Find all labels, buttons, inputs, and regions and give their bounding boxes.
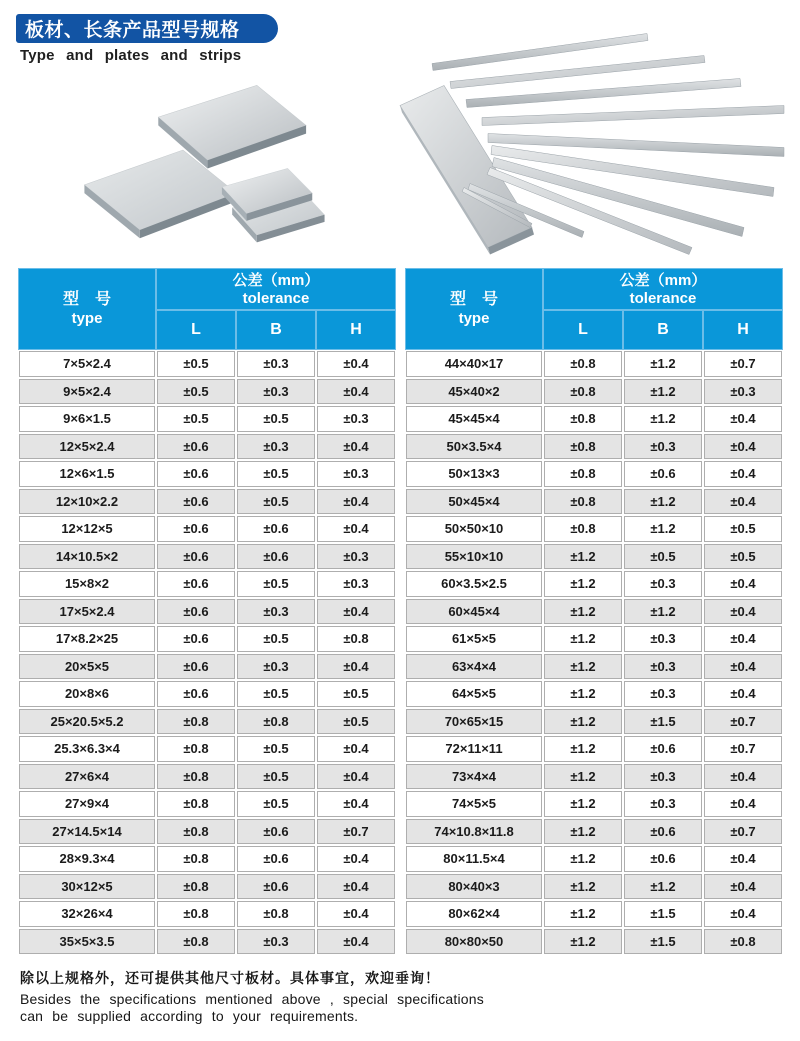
tolerance-L-cell: ±0.5 bbox=[157, 406, 235, 432]
tolerance-B-cell: ±0.6 bbox=[624, 461, 702, 487]
table-row bbox=[405, 378, 783, 406]
table-row bbox=[405, 708, 783, 736]
tolerance-H-cell: ±0.4 bbox=[704, 599, 782, 625]
tolerance-B-cell: ±0.5 bbox=[237, 406, 315, 432]
tolerance-H-cell: ±0.4 bbox=[704, 434, 782, 460]
tolerance-L-cell: ±0.6 bbox=[157, 599, 235, 625]
type-cell: 61×5×5 bbox=[406, 626, 542, 652]
type-cell: 44×40×17 bbox=[406, 351, 542, 377]
tolerance-H-cell: ±0.4 bbox=[317, 791, 395, 817]
tolerance-L-cell: ±1.2 bbox=[544, 681, 622, 707]
tolerance-L-cell: ±0.6 bbox=[157, 571, 235, 597]
table-row bbox=[18, 845, 396, 873]
tolerance-header-group bbox=[156, 268, 396, 350]
type-cell: 30×12×5 bbox=[19, 874, 155, 900]
table-row bbox=[405, 845, 783, 873]
col-header-H: H bbox=[317, 311, 395, 349]
page-title-en: Type and plates and strips bbox=[20, 47, 242, 64]
tolerance-L-cell: ±0.8 bbox=[157, 819, 235, 845]
tolerance-B-cell: ±0.5 bbox=[237, 791, 315, 817]
type-cell: 73×4×4 bbox=[406, 764, 542, 790]
tolerance-L-cell: ±1.2 bbox=[544, 819, 622, 845]
table-row bbox=[18, 433, 396, 461]
col-header-B: B bbox=[624, 311, 702, 349]
tolerance-L-cell: ±0.6 bbox=[157, 516, 235, 542]
table-row bbox=[18, 625, 396, 653]
tolerance-L-cell: ±0.6 bbox=[157, 681, 235, 707]
tolerance-L-cell: ±0.8 bbox=[157, 764, 235, 790]
tolerance-H-cell: ±0.3 bbox=[704, 379, 782, 405]
tolerance-B-cell: ±0.8 bbox=[237, 709, 315, 735]
tolerance-H-cell: ±0.4 bbox=[704, 791, 782, 817]
table-row bbox=[18, 543, 396, 571]
type-cell: 17×8.2×25 bbox=[19, 626, 155, 652]
tolerance-L-cell: ±0.6 bbox=[157, 489, 235, 515]
type-cell: 80×80×50 bbox=[406, 929, 542, 955]
tolerance-L-cell: ±0.8 bbox=[157, 709, 235, 735]
type-cell: 27×9×4 bbox=[19, 791, 155, 817]
type-cell: 7×5×2.4 bbox=[19, 351, 155, 377]
type-cell: 9×6×1.5 bbox=[19, 406, 155, 432]
table-row bbox=[405, 873, 783, 901]
type-cell: 20×8×6 bbox=[19, 681, 155, 707]
tolerance-H-cell: ±0.4 bbox=[704, 406, 782, 432]
table-row bbox=[405, 763, 783, 791]
table-body-left bbox=[18, 350, 396, 955]
table-row bbox=[405, 818, 783, 846]
table-row bbox=[18, 598, 396, 626]
tolerance-column-header bbox=[157, 269, 395, 309]
type-cell: 14×10.5×2 bbox=[19, 544, 155, 570]
tolerance-B-cell: ±0.3 bbox=[237, 654, 315, 680]
type-cell: 72×11×11 bbox=[406, 736, 542, 762]
type-cell: 25×20.5×5.2 bbox=[19, 709, 155, 735]
type-cell: 50×13×3 bbox=[406, 461, 542, 487]
table-row bbox=[18, 790, 396, 818]
type-cell: 32×26×4 bbox=[19, 901, 155, 927]
tolerance-H-cell: ±0.4 bbox=[704, 874, 782, 900]
tolerance-L-cell: ±1.2 bbox=[544, 901, 622, 927]
tolerance-B-cell: ±0.6 bbox=[237, 846, 315, 872]
lbh-header-row bbox=[543, 310, 783, 350]
tolerance-header-cn: 公差（mm） bbox=[232, 271, 320, 289]
spec-tables bbox=[18, 268, 783, 955]
tolerance-H-cell: ±0.4 bbox=[704, 846, 782, 872]
tolerance-L-cell: ±0.6 bbox=[157, 434, 235, 460]
type-cell: 80×62×4 bbox=[406, 901, 542, 927]
table-row bbox=[18, 460, 396, 488]
tolerance-H-cell: ±0.4 bbox=[704, 571, 782, 597]
tolerance-L-cell: ±0.8 bbox=[544, 516, 622, 542]
tolerance-L-cell: ±1.2 bbox=[544, 544, 622, 570]
plates-photo-image bbox=[55, 72, 395, 267]
tolerance-column-header bbox=[544, 269, 782, 309]
tolerance-B-cell: ±0.3 bbox=[237, 351, 315, 377]
tolerance-B-cell: ±0.3 bbox=[624, 654, 702, 680]
tolerance-B-cell: ±0.3 bbox=[624, 571, 702, 597]
tolerance-B-cell: ±0.6 bbox=[624, 819, 702, 845]
spec-table-right bbox=[405, 268, 783, 955]
tolerance-H-cell: ±0.4 bbox=[317, 379, 395, 405]
tolerance-B-cell: ±0.8 bbox=[237, 901, 315, 927]
tolerance-B-cell: ±1.2 bbox=[624, 516, 702, 542]
tolerance-B-cell: ±1.2 bbox=[624, 489, 702, 515]
type-cell: 20×5×5 bbox=[19, 654, 155, 680]
tolerance-H-cell: ±0.4 bbox=[317, 764, 395, 790]
tolerance-H-cell: ±0.7 bbox=[704, 736, 782, 762]
type-cell: 80×11.5×4 bbox=[406, 846, 542, 872]
tolerance-L-cell: ±1.2 bbox=[544, 764, 622, 790]
tolerance-B-cell: ±0.6 bbox=[237, 544, 315, 570]
type-cell: 45×40×2 bbox=[406, 379, 542, 405]
table-row bbox=[18, 818, 396, 846]
type-cell: 50×50×10 bbox=[406, 516, 542, 542]
tolerance-L-cell: ±0.8 bbox=[157, 929, 235, 955]
type-cell: 64×5×5 bbox=[406, 681, 542, 707]
tolerance-B-cell: ±0.3 bbox=[237, 599, 315, 625]
tolerance-L-cell: ±1.2 bbox=[544, 929, 622, 955]
tolerance-L-cell: ±0.8 bbox=[157, 874, 235, 900]
table-row bbox=[405, 598, 783, 626]
tolerance-L-cell: ±0.6 bbox=[157, 544, 235, 570]
tolerance-B-cell: ±1.2 bbox=[624, 874, 702, 900]
table-row bbox=[18, 405, 396, 433]
table-row bbox=[405, 790, 783, 818]
tolerance-H-cell: ±0.8 bbox=[317, 626, 395, 652]
tolerance-H-cell: ±0.4 bbox=[317, 351, 395, 377]
type-cell: 35×5×3.5 bbox=[19, 929, 155, 955]
tolerance-H-cell: ±0.5 bbox=[704, 516, 782, 542]
page-title-banner bbox=[16, 14, 278, 43]
tolerance-H-cell: ±0.3 bbox=[317, 406, 395, 432]
tolerance-H-cell: ±0.4 bbox=[317, 516, 395, 542]
type-cell: 60×3.5×2.5 bbox=[406, 571, 542, 597]
type-cell: 60×45×4 bbox=[406, 599, 542, 625]
tolerance-B-cell: ±0.6 bbox=[237, 516, 315, 542]
tolerance-B-cell: ±0.5 bbox=[237, 626, 315, 652]
tolerance-B-cell: ±0.6 bbox=[624, 736, 702, 762]
tolerance-L-cell: ±1.2 bbox=[544, 654, 622, 680]
tolerance-L-cell: ±0.5 bbox=[157, 351, 235, 377]
tolerance-B-cell: ±0.6 bbox=[624, 846, 702, 872]
table-row bbox=[18, 708, 396, 736]
tolerance-B-cell: ±1.5 bbox=[624, 709, 702, 735]
tolerance-L-cell: ±0.8 bbox=[544, 434, 622, 460]
table-row bbox=[405, 433, 783, 461]
tolerance-L-cell: ±0.8 bbox=[544, 379, 622, 405]
tolerance-H-cell: ±0.4 bbox=[704, 901, 782, 927]
col-header-L: L bbox=[157, 311, 235, 349]
footer-note-cn: 除以上规格外，还可提供其他尺寸板材。具体事宜，欢迎垂询！ bbox=[20, 970, 440, 986]
table-row bbox=[405, 543, 783, 571]
tolerance-H-cell: ±0.7 bbox=[317, 819, 395, 845]
table-row bbox=[18, 900, 396, 928]
tolerance-B-cell: ±0.3 bbox=[624, 626, 702, 652]
tolerance-L-cell: ±0.6 bbox=[157, 654, 235, 680]
tolerance-L-cell: ±0.8 bbox=[157, 901, 235, 927]
tolerance-H-cell: ±0.4 bbox=[317, 654, 395, 680]
type-cell: 12×10×2.2 bbox=[19, 489, 155, 515]
tolerance-B-cell: ±1.2 bbox=[624, 379, 702, 405]
type-cell: 12×12×5 bbox=[19, 516, 155, 542]
col-header-L: L bbox=[544, 311, 622, 349]
table-row bbox=[405, 928, 783, 956]
table-row bbox=[18, 928, 396, 956]
table-row bbox=[405, 680, 783, 708]
tolerance-L-cell: ±0.6 bbox=[157, 461, 235, 487]
tolerance-H-cell: ±0.3 bbox=[317, 571, 395, 597]
type-header-cn: 型 号 bbox=[62, 291, 111, 308]
tolerance-H-cell: ±0.4 bbox=[704, 681, 782, 707]
tolerance-H-cell: ±0.3 bbox=[317, 461, 395, 487]
type-header-cn: 型 号 bbox=[449, 291, 498, 308]
type-cell: 70×65×15 bbox=[406, 709, 542, 735]
tolerance-header-cn: 公差（mm） bbox=[619, 271, 707, 289]
type-cell: 55×10×10 bbox=[406, 544, 542, 570]
tolerance-B-cell: ±0.6 bbox=[237, 819, 315, 845]
tolerance-H-cell: ±0.4 bbox=[704, 654, 782, 680]
tolerance-L-cell: ±0.5 bbox=[157, 379, 235, 405]
tolerance-H-cell: ±0.7 bbox=[704, 351, 782, 377]
type-cell: 9×5×2.4 bbox=[19, 379, 155, 405]
type-cell: 15×8×2 bbox=[19, 571, 155, 597]
lbh-header-row bbox=[156, 310, 396, 350]
type-cell: 63×4×4 bbox=[406, 654, 542, 680]
tolerance-L-cell: ±0.8 bbox=[544, 461, 622, 487]
footer-note-en-line1: Besides the specifications mentioned above , special specifications bbox=[20, 991, 484, 1007]
type-cell: 12×5×2.4 bbox=[19, 434, 155, 460]
type-cell: 80×40×3 bbox=[406, 874, 542, 900]
type-header-en: type bbox=[71, 310, 103, 327]
table-row bbox=[405, 488, 783, 516]
table-row bbox=[18, 763, 396, 791]
tolerance-B-cell: ±0.3 bbox=[624, 434, 702, 460]
footer-note bbox=[20, 968, 484, 1025]
tolerance-H-cell: ±0.7 bbox=[704, 709, 782, 735]
page-title-cn: 板材、长条产品型号规格 bbox=[25, 20, 240, 41]
tolerance-L-cell: ±0.8 bbox=[157, 736, 235, 762]
type-cell: 12×6×1.5 bbox=[19, 461, 155, 487]
table-row bbox=[18, 873, 396, 901]
footer-note-en-line2: can be supplied according to your requirements. bbox=[20, 1008, 359, 1024]
table-row bbox=[18, 653, 396, 681]
table-row bbox=[405, 735, 783, 763]
tolerance-L-cell: ±0.8 bbox=[544, 351, 622, 377]
tolerance-H-cell: ±0.4 bbox=[704, 461, 782, 487]
tolerance-H-cell: ±0.4 bbox=[317, 846, 395, 872]
tolerance-B-cell: ±1.2 bbox=[624, 406, 702, 432]
tolerance-H-cell: ±0.5 bbox=[704, 544, 782, 570]
table-row bbox=[18, 735, 396, 763]
type-cell: 74×10.8×11.8 bbox=[406, 819, 542, 845]
tolerance-B-cell: ±0.5 bbox=[237, 764, 315, 790]
tolerance-B-cell: ±0.5 bbox=[237, 461, 315, 487]
tolerance-L-cell: ±1.2 bbox=[544, 709, 622, 735]
type-cell: 50×45×4 bbox=[406, 489, 542, 515]
table-row bbox=[405, 405, 783, 433]
type-column-header bbox=[19, 269, 155, 349]
type-cell: 17×5×2.4 bbox=[19, 599, 155, 625]
tolerance-L-cell: ±1.2 bbox=[544, 599, 622, 625]
type-cell: 27×6×4 bbox=[19, 764, 155, 790]
table-header bbox=[405, 268, 783, 350]
tolerance-header-en: tolerance bbox=[629, 289, 697, 307]
tolerance-H-cell: ±0.4 bbox=[704, 489, 782, 515]
tolerance-B-cell: ±0.6 bbox=[237, 874, 315, 900]
tolerance-L-cell: ±0.8 bbox=[157, 846, 235, 872]
type-cell: 50×3.5×4 bbox=[406, 434, 542, 460]
tolerance-B-cell: ±1.2 bbox=[624, 599, 702, 625]
tolerance-H-cell: ±0.4 bbox=[704, 626, 782, 652]
tolerance-L-cell: ±0.6 bbox=[157, 626, 235, 652]
table-row bbox=[18, 488, 396, 516]
tolerance-L-cell: ±1.2 bbox=[544, 571, 622, 597]
tolerance-header-group bbox=[543, 268, 783, 350]
tolerance-H-cell: ±0.4 bbox=[317, 489, 395, 515]
table-row bbox=[18, 350, 396, 378]
tolerance-H-cell: ±0.7 bbox=[704, 819, 782, 845]
table-body-right bbox=[405, 350, 783, 955]
tolerance-B-cell: ±0.3 bbox=[237, 434, 315, 460]
type-cell: 28×9.3×4 bbox=[19, 846, 155, 872]
tolerance-B-cell: ±1.5 bbox=[624, 929, 702, 955]
tolerance-B-cell: ±0.5 bbox=[237, 736, 315, 762]
table-row bbox=[405, 570, 783, 598]
tolerance-B-cell: ±0.3 bbox=[237, 379, 315, 405]
type-cell: 27×14.5×14 bbox=[19, 819, 155, 845]
tolerance-H-cell: ±0.4 bbox=[317, 434, 395, 460]
table-row bbox=[405, 625, 783, 653]
tolerance-H-cell: ±0.5 bbox=[317, 709, 395, 735]
table-row bbox=[18, 680, 396, 708]
spec-table-left bbox=[18, 268, 396, 955]
tolerance-L-cell: ±1.2 bbox=[544, 736, 622, 762]
tolerance-H-cell: ±0.4 bbox=[317, 929, 395, 955]
type-cell: 45×45×4 bbox=[406, 406, 542, 432]
tolerance-L-cell: ±1.2 bbox=[544, 626, 622, 652]
tolerance-B-cell: ±0.3 bbox=[237, 929, 315, 955]
tolerance-H-cell: ±0.4 bbox=[704, 764, 782, 790]
tolerance-B-cell: ±0.5 bbox=[237, 489, 315, 515]
type-column-header bbox=[406, 269, 542, 349]
type-cell: 74×5×5 bbox=[406, 791, 542, 817]
table-row bbox=[18, 570, 396, 598]
table-row bbox=[405, 653, 783, 681]
type-header-en: type bbox=[458, 310, 490, 327]
tolerance-B-cell: ±1.5 bbox=[624, 901, 702, 927]
tolerance-H-cell: ±0.3 bbox=[317, 544, 395, 570]
tolerance-H-cell: ±0.5 bbox=[317, 681, 395, 707]
col-header-H: H bbox=[704, 311, 782, 349]
tolerance-B-cell: ±0.3 bbox=[624, 681, 702, 707]
tolerance-B-cell: ±0.5 bbox=[237, 681, 315, 707]
tolerance-L-cell: ±0.8 bbox=[544, 406, 622, 432]
tolerance-L-cell: ±1.2 bbox=[544, 791, 622, 817]
tolerance-B-cell: ±1.2 bbox=[624, 351, 702, 377]
table-row bbox=[405, 460, 783, 488]
tolerance-L-cell: ±1.2 bbox=[544, 874, 622, 900]
tolerance-B-cell: ±0.3 bbox=[624, 764, 702, 790]
tolerance-H-cell: ±0.4 bbox=[317, 901, 395, 927]
tolerance-B-cell: ±0.3 bbox=[624, 791, 702, 817]
table-row bbox=[405, 515, 783, 543]
type-cell: 25.3×6.3×4 bbox=[19, 736, 155, 762]
strips-photo-image bbox=[392, 14, 792, 262]
tolerance-B-cell: ±0.5 bbox=[237, 571, 315, 597]
tolerance-H-cell: ±0.8 bbox=[704, 929, 782, 955]
table-row bbox=[18, 515, 396, 543]
table-row bbox=[18, 378, 396, 406]
tolerance-header-en: tolerance bbox=[242, 289, 310, 307]
tolerance-H-cell: ±0.4 bbox=[317, 736, 395, 762]
tolerance-L-cell: ±0.8 bbox=[544, 489, 622, 515]
tolerance-H-cell: ±0.4 bbox=[317, 874, 395, 900]
table-row bbox=[405, 900, 783, 928]
tolerance-L-cell: ±0.8 bbox=[157, 791, 235, 817]
tolerance-B-cell: ±0.5 bbox=[624, 544, 702, 570]
table-row bbox=[405, 350, 783, 378]
tolerance-H-cell: ±0.4 bbox=[317, 599, 395, 625]
table-header bbox=[18, 268, 396, 350]
col-header-B: B bbox=[237, 311, 315, 349]
tolerance-L-cell: ±1.2 bbox=[544, 846, 622, 872]
